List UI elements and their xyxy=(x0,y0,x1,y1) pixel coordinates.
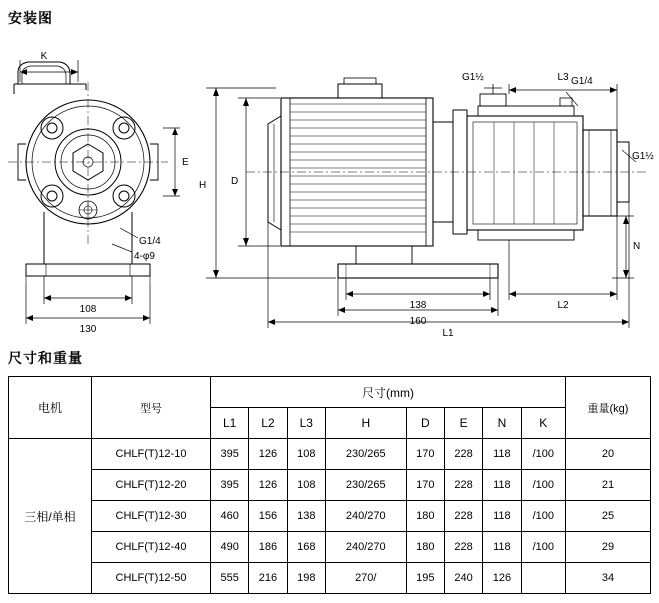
cell-n: 118 xyxy=(483,501,521,532)
cell-h: 240/270 xyxy=(325,501,406,532)
cell-l3: 108 xyxy=(287,439,325,470)
cell-l1: 460 xyxy=(211,501,249,532)
dimensions-table xyxy=(8,376,651,594)
cell-e: 228 xyxy=(444,532,482,563)
cell-l1: 395 xyxy=(211,439,249,470)
page-title-dimensions: 尺寸和重量 xyxy=(8,350,83,366)
cell-e: 228 xyxy=(444,470,482,501)
cell-n: 126 xyxy=(483,563,521,594)
label-4phi9: 4-φ9 xyxy=(134,251,155,262)
cell-e: 228 xyxy=(444,501,482,532)
cell-h: 240/270 xyxy=(325,532,406,563)
label-d: D xyxy=(231,176,239,187)
table-row xyxy=(9,563,651,594)
cell-l3: 108 xyxy=(287,470,325,501)
label-g14-top: G1/4 xyxy=(571,76,593,87)
table-row xyxy=(9,532,651,563)
label-e: E xyxy=(182,157,189,168)
cell-k xyxy=(521,563,565,594)
cell-d: 170 xyxy=(406,439,444,470)
cell-model: CHLF(T)12-20 xyxy=(92,470,211,501)
label-138: 138 xyxy=(409,300,427,311)
cell-d: 180 xyxy=(406,532,444,563)
cell-l3: 198 xyxy=(287,563,325,594)
cell-l2: 156 xyxy=(249,501,287,532)
cell-l1: 555 xyxy=(211,563,249,594)
page-title-installation: 安装图 xyxy=(8,10,53,26)
table-row xyxy=(9,439,651,470)
cell-weight: 34 xyxy=(566,563,651,594)
cell-e: 228 xyxy=(444,439,482,470)
label-g1half-left: G1½ xyxy=(462,72,484,83)
label-130: 130 xyxy=(79,324,97,335)
cell-model: CHLF(T)12-30 xyxy=(92,501,211,532)
table-row xyxy=(9,501,651,532)
cell-n: 118 xyxy=(483,470,521,501)
cell-model: CHLF(T)12-40 xyxy=(92,532,211,563)
cell-weight: 21 xyxy=(566,470,651,501)
header-model: 型号 xyxy=(92,377,211,439)
header-weight: 重量(kg) xyxy=(566,377,651,439)
label-l2: L2 xyxy=(557,300,569,311)
cell-k: /100 xyxy=(521,501,565,532)
cell-n: 118 xyxy=(483,439,521,470)
cell-h: 270/ xyxy=(325,563,406,594)
cell-l2: 126 xyxy=(249,439,287,470)
cell-motor-value: 三相/单相 xyxy=(9,439,92,594)
label-160: 160 xyxy=(409,316,427,327)
header-e: E xyxy=(444,408,482,439)
header-l3: L3 xyxy=(287,408,325,439)
header-motor: 电机 xyxy=(9,377,92,439)
table-row xyxy=(9,470,651,501)
cell-weight: 29 xyxy=(566,532,651,563)
cell-h: 230/265 xyxy=(325,470,406,501)
cell-e: 240 xyxy=(444,563,482,594)
cell-l3: 168 xyxy=(287,532,325,563)
header-dimensions: 尺寸(mm) xyxy=(211,377,566,408)
header-k: K xyxy=(521,408,565,439)
header-n: N xyxy=(483,408,521,439)
cell-k: /100 xyxy=(521,439,565,470)
header-h: H xyxy=(325,408,406,439)
cell-d: 180 xyxy=(406,501,444,532)
label-h: H xyxy=(199,180,207,191)
cell-h: 230/265 xyxy=(325,439,406,470)
header-l2: L2 xyxy=(249,408,287,439)
cell-d: 170 xyxy=(406,470,444,501)
installation-drawing xyxy=(0,32,659,342)
cell-l2: 126 xyxy=(249,470,287,501)
cell-l2: 216 xyxy=(249,563,287,594)
cell-l3: 138 xyxy=(287,501,325,532)
cell-weight: 25 xyxy=(566,501,651,532)
cell-weight: 20 xyxy=(566,439,651,470)
cell-l1: 490 xyxy=(211,532,249,563)
cell-d: 195 xyxy=(406,563,444,594)
cell-model: CHLF(T)12-10 xyxy=(92,439,211,470)
label-g14-left: G1/4 xyxy=(139,236,161,247)
cell-l2: 186 xyxy=(249,532,287,563)
cell-l1: 395 xyxy=(211,470,249,501)
table-header-row-1 xyxy=(9,377,651,408)
header-l1: L1 xyxy=(211,408,249,439)
label-l1: L1 xyxy=(442,328,454,339)
cell-k: /100 xyxy=(521,532,565,563)
label-k: K xyxy=(40,51,48,62)
header-d: D xyxy=(406,408,444,439)
cell-model: CHLF(T)12-50 xyxy=(92,563,211,594)
cell-k: /100 xyxy=(521,470,565,501)
cell-n: 118 xyxy=(483,532,521,563)
label-n: N xyxy=(633,241,641,252)
label-l3: L3 xyxy=(557,72,569,83)
label-108: 108 xyxy=(79,304,97,315)
label-g1half-right: G1½ xyxy=(632,151,654,162)
